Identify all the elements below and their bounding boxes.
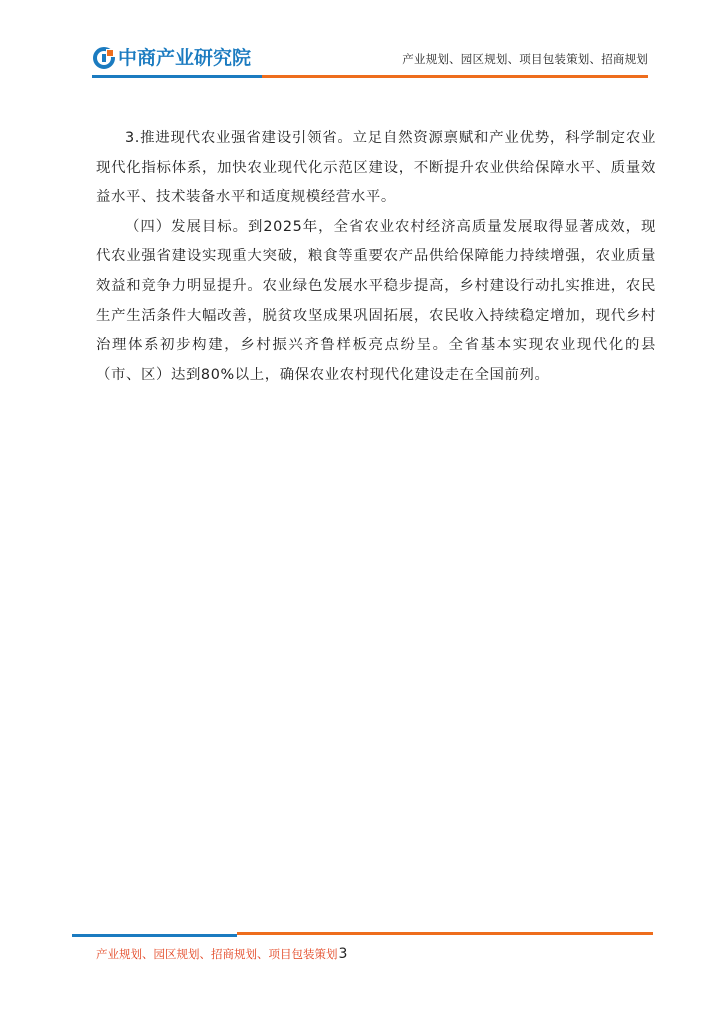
page-footer <box>96 946 347 962</box>
header-divider-blue <box>92 75 262 78</box>
company-logo <box>93 45 251 71</box>
header-tagline: 产业规划、园区规划、项目包装策划、招商规划 <box>402 52 648 66</box>
footer-divider-blue <box>72 934 237 937</box>
header-divider-orange <box>262 75 648 78</box>
logo-mark-icon <box>93 47 115 69</box>
paragraph: （四）发展目标。到2025年，全省农业农村经济高质量发展取得显著成效，现代农业强省建设实现重大突破，粮食等重要农产品供给保障能力持续增强，农业质量效益和竞争力明显提升。农业绿色发展水平稳步提高，乡村建设行动扎实推进，农民生产生活条件大幅改善，脱贫攻坚成果巩固拓展，农民收入持续稳定增加，现代乡村治理体系初步构建，乡村振兴齐鲁样板亮点纷呈。全省基本实现农业现代化的县（市、区）达到80%以上，确保农业农村现代化建设走在全国前列。 <box>96 218 656 383</box>
page-header <box>0 0 724 82</box>
page-number: 3 <box>338 946 348 962</box>
paragraph: 3.推进现代农业强省建设引领省。立足自然资源禀赋和产业优势，科学制定农业现代化指标体系，加快农业现代化示范区建设，不断提升农业供给保障水平、质量效益水平、技术装备水平和适度规模经营水平。 <box>96 130 656 206</box>
logo-text: 中商产业研究院 <box>118 47 252 69</box>
body-content <box>96 124 656 390</box>
footer-tagline: 产业规划、园区规划、招商规划、项目包装策划 <box>96 947 338 961</box>
footer-divider-orange <box>237 932 653 935</box>
